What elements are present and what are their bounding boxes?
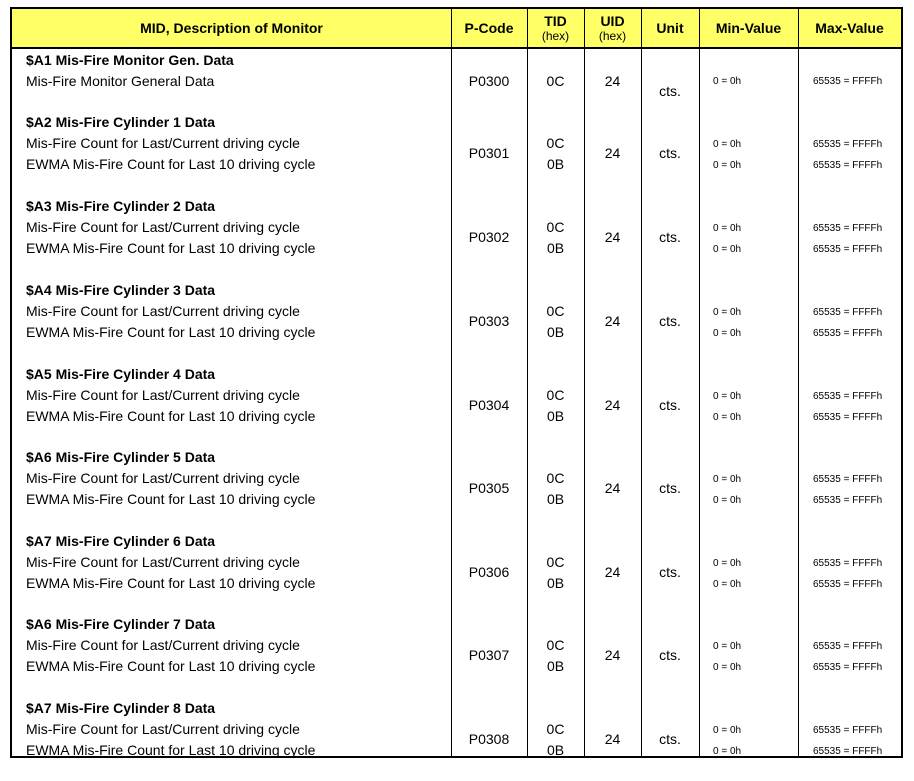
header-pcode-label: P-Code: [464, 20, 514, 36]
row-uid: 24: [604, 564, 621, 580]
row-uid: 24: [604, 73, 621, 89]
row-title: $A7 Mis-Fire Cylinder 6 Data: [26, 533, 216, 549]
row-title: $A6 Mis-Fire Cylinder 5 Data: [26, 449, 216, 465]
row-title: $A7 Mis-Fire Cylinder 8 Data: [26, 700, 216, 716]
table-row: [12, 195, 901, 279]
table-row: [12, 446, 901, 530]
row-max-value-ewma: 65535 = FFFFh: [813, 328, 883, 339]
row-pcode: P0304: [468, 397, 510, 413]
row-description: Mis-Fire Count for Last/Current driving cycle: [26, 135, 300, 151]
table-header: [12, 9, 901, 49]
row-max-value: 65535 = FFFFh: [813, 223, 883, 234]
row-min-value: 0 = 0h: [713, 725, 742, 736]
row-unit: cts.: [659, 397, 681, 413]
row-min-value-ewma: 0 = 0h: [713, 662, 742, 673]
header-uid-sub: (hex): [598, 29, 627, 43]
table-row: [12, 697, 901, 781]
row-tid-ewma: 0B: [546, 742, 565, 758]
header-tid: [527, 9, 584, 47]
row-max-value: 65535 = FFFFh: [813, 558, 883, 569]
row-max-value-ewma: 65535 = FFFFh: [813, 579, 883, 590]
row-min-value: 0 = 0h: [713, 391, 742, 402]
row-tid-ewma: 0B: [546, 156, 565, 172]
row-pcode: P0301: [468, 145, 510, 161]
row-tid: 0C: [546, 721, 565, 737]
row-description-ewma: EWMA Mis-Fire Count for Last 10 driving cycle: [26, 240, 316, 256]
row-unit: cts.: [659, 731, 681, 747]
row-unit: cts.: [659, 83, 681, 99]
row-max-value: 65535 = FFFFh: [813, 391, 883, 402]
row-description-ewma: EWMA Mis-Fire Count for Last 10 driving cycle: [26, 491, 316, 507]
row-max-value: 65535 = FFFFh: [813, 641, 883, 652]
row-pcode: P0307: [468, 647, 510, 663]
row-pcode: P0308: [468, 731, 510, 747]
table-row: [12, 279, 901, 363]
row-title: $A4 Mis-Fire Cylinder 3 Data: [26, 282, 216, 298]
row-description: Mis-Fire Count for Last/Current driving cycle: [26, 554, 300, 570]
header-mid-label: MID, Description of Monitor: [140, 20, 323, 36]
row-uid: 24: [604, 229, 621, 245]
row-min-value: 0 = 0h: [713, 307, 742, 318]
row-pcode: P0306: [468, 564, 510, 580]
row-tid: 0C: [546, 637, 565, 653]
table-row: [12, 49, 901, 111]
row-max-value: 65535 = FFFFh: [813, 474, 883, 485]
row-min-value-ewma: 0 = 0h: [713, 579, 742, 590]
row-uid: 24: [604, 397, 621, 413]
row-tid: 0C: [546, 219, 565, 235]
row-max-value-ewma: 65535 = FFFFh: [813, 495, 883, 506]
row-min-value-ewma: 0 = 0h: [713, 746, 742, 757]
row-tid-ewma: 0B: [546, 408, 565, 424]
row-uid: 24: [604, 313, 621, 329]
row-min-value: 0 = 0h: [713, 558, 742, 569]
row-description: Mis-Fire Monitor General Data: [26, 73, 215, 89]
row-min-value: 0 = 0h: [713, 474, 742, 485]
row-uid: 24: [604, 647, 621, 663]
row-title: $A1 Mis-Fire Monitor Gen. Data: [26, 52, 234, 68]
row-title: $A3 Mis-Fire Cylinder 2 Data: [26, 198, 216, 214]
row-min-value-ewma: 0 = 0h: [713, 160, 742, 171]
table-row: [12, 363, 901, 447]
row-description-ewma: EWMA Mis-Fire Count for Last 10 driving cycle: [26, 156, 316, 172]
row-uid: 24: [604, 145, 621, 161]
row-description: Mis-Fire Count for Last/Current driving cycle: [26, 303, 300, 319]
header-unit: [641, 9, 699, 47]
row-max-value: 65535 = FFFFh: [813, 76, 883, 87]
row-pcode: P0302: [468, 229, 510, 245]
row-min-value-ewma: 0 = 0h: [713, 412, 742, 423]
row-uid: 24: [604, 480, 621, 496]
row-min-value: 0 = 0h: [713, 641, 742, 652]
row-title: $A2 Mis-Fire Cylinder 1 Data: [26, 114, 216, 130]
header-tid-sub: (hex): [541, 29, 570, 43]
row-description: Mis-Fire Count for Last/Current driving cycle: [26, 721, 300, 737]
row-uid: 24: [604, 731, 621, 747]
row-tid: 0C: [546, 387, 565, 403]
row-max-value-ewma: 65535 = FFFFh: [813, 746, 883, 757]
header-max-label: Max-Value: [815, 20, 884, 36]
row-min-value: 0 = 0h: [713, 139, 742, 150]
row-unit: cts.: [659, 480, 681, 496]
row-max-value-ewma: 65535 = FFFFh: [813, 662, 883, 673]
row-description-ewma: EWMA Mis-Fire Count for Last 10 driving cycle: [26, 324, 316, 340]
row-max-value: 65535 = FFFFh: [813, 139, 883, 150]
row-tid-ewma: 0B: [546, 491, 565, 507]
row-description-ewma: EWMA Mis-Fire Count for Last 10 driving cycle: [26, 658, 316, 674]
row-pcode: P0300: [468, 73, 510, 89]
row-max-value: 65535 = FFFFh: [813, 725, 883, 736]
row-description: Mis-Fire Count for Last/Current driving cycle: [26, 637, 300, 653]
row-tid-ewma: 0B: [546, 658, 565, 674]
row-min-value-ewma: 0 = 0h: [713, 244, 742, 255]
row-unit: cts.: [659, 564, 681, 580]
row-pcode: P0305: [468, 480, 510, 496]
row-tid: 0C: [546, 135, 565, 151]
row-max-value-ewma: 65535 = FFFFh: [813, 412, 883, 423]
row-tid: 0C: [546, 554, 565, 570]
monitor-table: [10, 7, 903, 758]
row-pcode: P0303: [468, 313, 510, 329]
header-pcode: [451, 9, 527, 47]
row-description: Mis-Fire Count for Last/Current driving cycle: [26, 387, 300, 403]
row-title: $A5 Mis-Fire Cylinder 4 Data: [26, 366, 216, 382]
row-description: Mis-Fire Count for Last/Current driving cycle: [26, 470, 300, 486]
row-unit: cts.: [659, 647, 681, 663]
table-row: [12, 111, 901, 195]
table-row: [12, 530, 901, 614]
row-tid-ewma: 0B: [546, 575, 565, 591]
header-uid-label: UID: [600, 13, 625, 29]
row-min-value: 0 = 0h: [713, 76, 742, 87]
header-min-label: Min-Value: [715, 20, 782, 36]
row-min-value-ewma: 0 = 0h: [713, 495, 742, 506]
row-unit: cts.: [659, 229, 681, 245]
row-description-ewma: EWMA Mis-Fire Count for Last 10 driving cycle: [26, 575, 316, 591]
row-description: Mis-Fire Count for Last/Current driving cycle: [26, 219, 300, 235]
header-mid: [12, 9, 451, 47]
row-description-ewma: EWMA Mis-Fire Count for Last 10 driving cycle: [26, 742, 316, 758]
row-max-value-ewma: 65535 = FFFFh: [813, 244, 883, 255]
row-min-value-ewma: 0 = 0h: [713, 328, 742, 339]
header-uid: [584, 9, 641, 47]
header-max: [798, 9, 901, 47]
row-max-value-ewma: 65535 = FFFFh: [813, 160, 883, 171]
row-tid-ewma: 0B: [546, 240, 565, 256]
header-min: [699, 9, 798, 47]
row-description-ewma: EWMA Mis-Fire Count for Last 10 driving cycle: [26, 408, 316, 424]
row-tid: 0C: [546, 303, 565, 319]
row-title: $A6 Mis-Fire Cylinder 7 Data: [26, 616, 216, 632]
row-tid-ewma: 0B: [546, 324, 565, 340]
row-unit: cts.: [659, 145, 681, 161]
header-tid-label: TID: [544, 13, 567, 29]
row-tid: 0C: [546, 470, 565, 486]
row-tid: 0C: [546, 73, 565, 89]
table-row: [12, 613, 901, 697]
row-unit: cts.: [659, 313, 681, 329]
header-unit-label: Unit: [656, 20, 684, 36]
row-max-value: 65535 = FFFFh: [813, 307, 883, 318]
row-min-value: 0 = 0h: [713, 223, 742, 234]
